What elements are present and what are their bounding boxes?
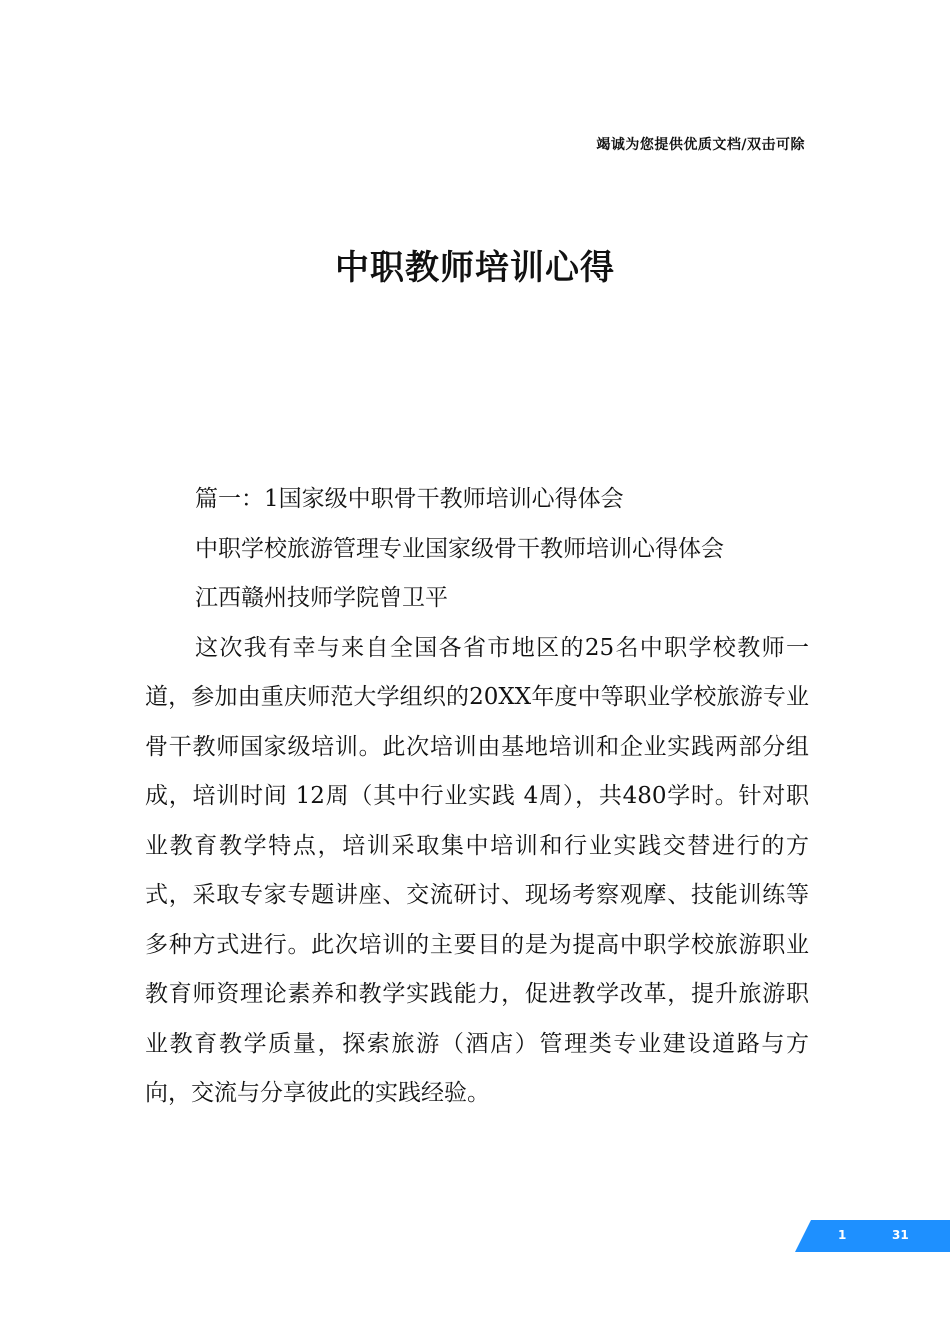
header-note: 竭诚为您提供优质文档/双击可除: [596, 137, 805, 153]
page-title: 中职教师培训心得: [335, 248, 615, 288]
document-body: [145, 475, 809, 1119]
page-number: 1: [838, 1228, 847, 1242]
footer-band-shape: [795, 1220, 950, 1252]
body-paragraph: 这次我有幸与来自全国各省市地区的25名中职学校教师一道，参加由重庆师范大学组织的20XX年度中等职业学校旅游专业骨干教师国家级培训。此次培训由基地培训和企业实践两部分组成，培训时间 12周（其中行业实践 4周），共480学时。针对职业教育教学特点，培训采取集中培训和行业实践交替进行的方式，采取专家专题讲座、交流研讨、现场考察观摩、技能训练等多种方式进行。此次培训的主要目的是为提高中职学校旅游职业教育师资理论素养和教学实践能力，促进教学改革，提升旅游职业教育教学质量，探索旅游（酒店）管理类专业建设道路与方向，交流与分享彼此的实践经验。: [145, 634, 809, 1106]
page-footer-band: [795, 1220, 950, 1252]
page-total: 31: [892, 1228, 909, 1242]
section-heading: 篇一：1国家级中职骨干教师培训心得体会: [195, 486, 624, 512]
document-subtitle: 中职学校旅游管理专业国家级骨干教师培训心得体会: [195, 535, 724, 562]
author-line: 江西赣州技师学院曾卫平: [195, 585, 448, 611]
